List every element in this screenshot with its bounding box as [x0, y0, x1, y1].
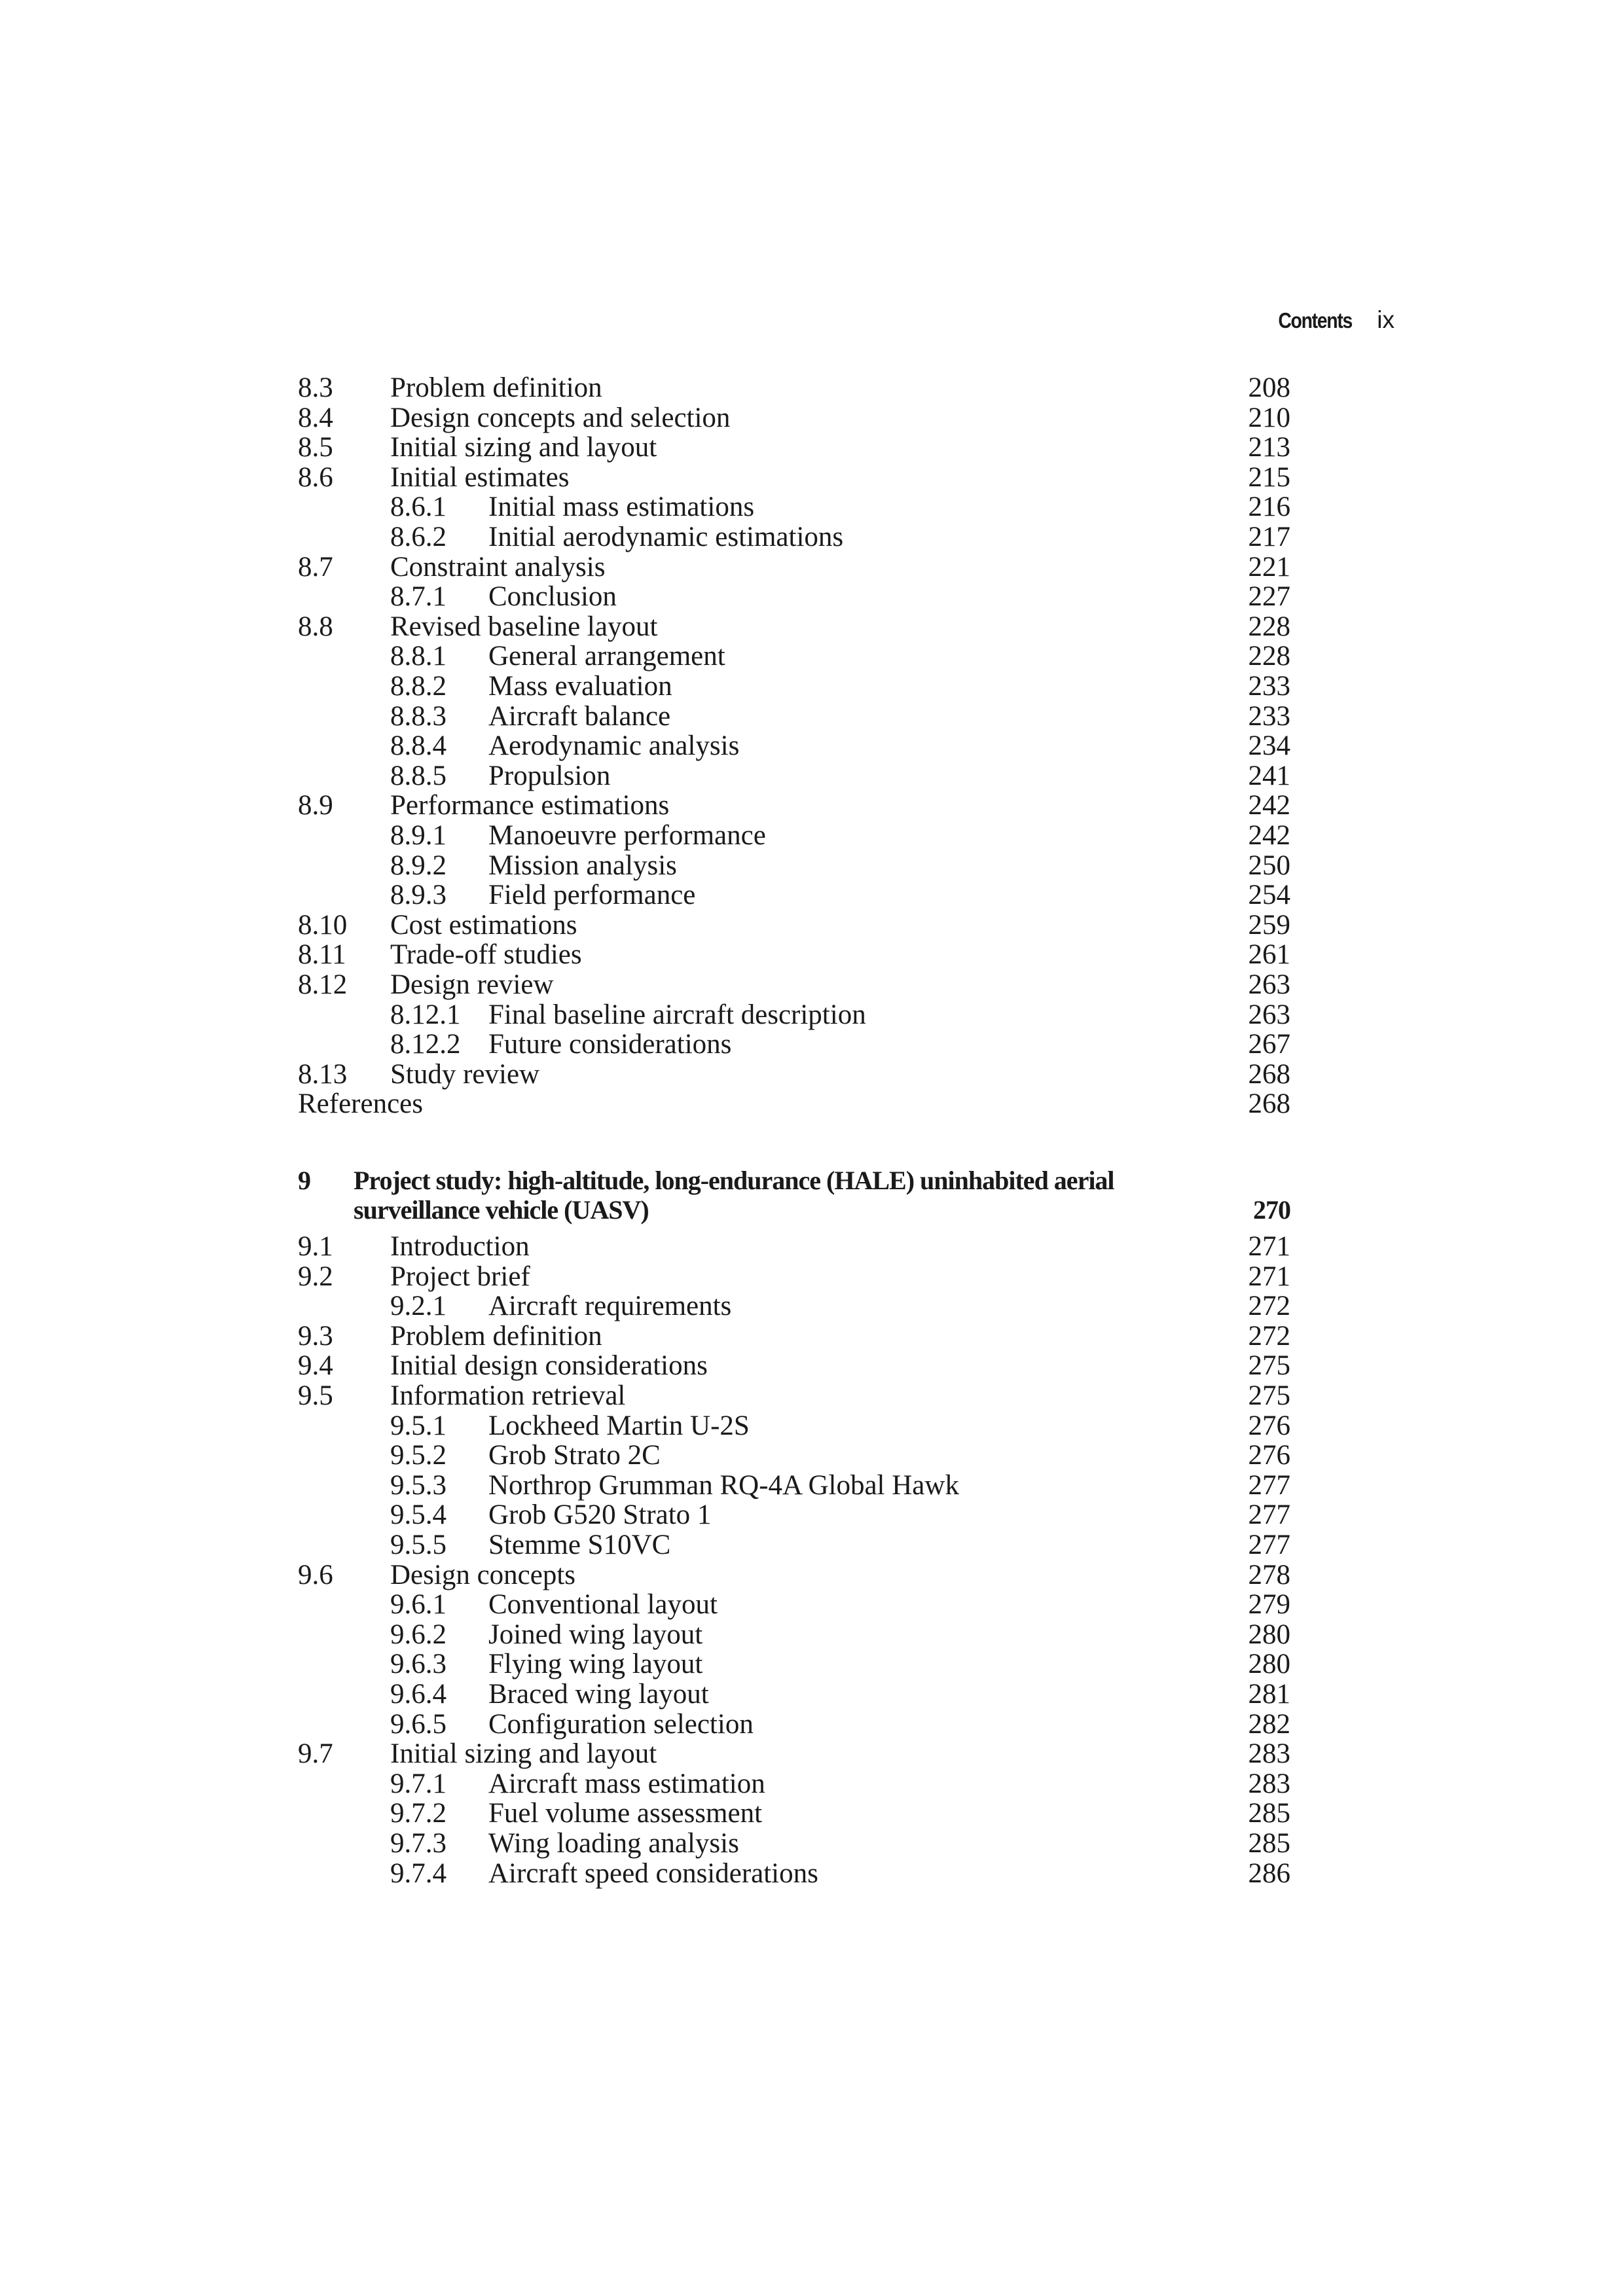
toc-entry-number: 9.5.5: [390, 1530, 447, 1560]
toc-entry-page-number: 272: [1248, 1320, 1290, 1352]
toc-entry-number: 9.7.4: [390, 1857, 447, 1889]
toc-entry-page-number: 271: [1248, 1261, 1290, 1292]
toc-entry-page-number: 275: [1248, 1380, 1290, 1411]
toc-entry-title: Manoeuvre performance: [488, 820, 766, 851]
toc-entry-page-number: 254: [1248, 880, 1290, 911]
toc-entry[interactable]: [0, 1590, 1623, 1620]
toc-entry[interactable]: [0, 791, 1623, 821]
toc-entry-page-number: 267: [1248, 1029, 1290, 1060]
toc-entry[interactable]: [0, 1232, 1623, 1262]
toc-entry-page-number: 263: [1248, 969, 1290, 1000]
toc-entry-title: Aerodynamic analysis: [488, 730, 740, 762]
toc-entry-page-number: 210: [1248, 402, 1290, 433]
toc-entry-number: 8.13: [298, 1058, 348, 1090]
toc-entry[interactable]: [0, 1649, 1623, 1679]
toc-entry-title: Design concepts: [390, 1559, 576, 1590]
toc-entry-page-number: 208: [1248, 372, 1290, 403]
toc-entry-title: Mass evaluation: [488, 671, 672, 702]
chapter-page-number: 270: [1253, 1195, 1290, 1225]
toc-entry-page-number: 242: [1248, 820, 1290, 851]
toc-entry-page-number: 276: [1248, 1440, 1290, 1471]
toc-entry[interactable]: [0, 641, 1623, 672]
toc-entry-title: Grob G520 Strato 1: [488, 1499, 712, 1531]
toc-entry[interactable]: [0, 761, 1623, 791]
toc-entry-title: Fuel volume assessment: [488, 1798, 763, 1829]
toc-entry-number: 8.12.2: [390, 1029, 461, 1060]
toc-entry-page-number: 241: [1248, 760, 1290, 791]
toc-entry-page-number: 227: [1248, 581, 1290, 613]
toc-entry-number: 9.7.2: [390, 1798, 447, 1829]
toc-entry[interactable]: [0, 1620, 1623, 1650]
toc-entry-page-number: 286: [1248, 1857, 1290, 1889]
toc-entry-number: 8.3: [298, 372, 333, 403]
toc-entry-page-number: 280: [1248, 1619, 1290, 1650]
toc-entry-number: 8.9.3: [390, 880, 447, 911]
toc-entry-number: 8.9.2: [390, 850, 447, 881]
toc-entry[interactable]: [0, 702, 1623, 732]
toc-entry-page-number: 259: [1248, 909, 1290, 941]
toc-entry[interactable]: [0, 851, 1623, 881]
toc-entry-title: Aircraft balance: [488, 700, 671, 732]
toc-entry-title: Stemme S10VC: [488, 1530, 671, 1560]
toc-entry-number: 8.8.3: [390, 700, 447, 732]
toc-entry-page-number: 283: [1248, 1768, 1290, 1799]
toc-entry[interactable]: [0, 1769, 1623, 1799]
toc-entry[interactable]: [0, 1739, 1623, 1769]
toc-entry-title: Information retrieval: [390, 1380, 626, 1411]
toc-entry-number: 8.4: [298, 402, 333, 433]
toc-entry-title: General arrangement: [488, 641, 725, 672]
toc-entry-page-number: 272: [1248, 1291, 1290, 1322]
toc-entry[interactable]: [0, 552, 1623, 583]
toc-entry-number: 8.7: [298, 551, 333, 583]
toc-entry-number: 9.4: [298, 1350, 333, 1382]
toc-entry[interactable]: [0, 492, 1623, 522]
toc-entry-title: Problem definition: [390, 1320, 602, 1352]
toc-entry-title: Initial sizing and layout: [390, 432, 657, 463]
toc-entry-number: 9.6.5: [390, 1708, 447, 1740]
toc-entry-title: Initial mass estimations: [488, 492, 755, 523]
toc-entry[interactable]: [0, 373, 1623, 403]
toc-entry[interactable]: [0, 1679, 1623, 1710]
toc-entry[interactable]: [0, 940, 1623, 970]
toc-entry-number: 9.6.3: [390, 1649, 447, 1680]
toc-entry-number: 9.5.1: [390, 1410, 447, 1441]
toc-entry[interactable]: [0, 821, 1623, 851]
toc-entry[interactable]: [0, 582, 1623, 612]
toc-entry-number: 8.6.2: [390, 522, 447, 552]
toc-entry[interactable]: [0, 1859, 1623, 1889]
toc-entry-title: Trade-off studies: [390, 939, 582, 971]
toc-entry-number: 9.5.3: [390, 1469, 447, 1501]
toc-entry[interactable]: [0, 880, 1623, 910]
toc-entry-number: 9.5.4: [390, 1499, 447, 1531]
toc-entry-page-number: 280: [1248, 1649, 1290, 1680]
toc-entry-page-number: 277: [1248, 1469, 1290, 1501]
toc-entry-number: 8.5: [298, 432, 333, 463]
toc-entry-page-number: 281: [1248, 1679, 1290, 1710]
toc-entry[interactable]: [0, 463, 1623, 493]
toc-entry-title: Configuration selection: [488, 1708, 754, 1740]
toc-entry-title: Design review: [390, 969, 554, 1000]
toc-entry-title: Aircraft speed considerations: [488, 1857, 818, 1889]
toc-entry-number: 8.7.1: [390, 581, 447, 613]
toc-entry-title: Introduction: [390, 1231, 530, 1262]
toc-entry-title: Initial estimates: [390, 461, 570, 493]
toc-entry[interactable]: [0, 1291, 1623, 1321]
toc-entry-title: Joined wing layout: [488, 1619, 703, 1650]
toc-entry-title: Project brief: [390, 1261, 530, 1292]
toc-entry-page-number: 234: [1248, 730, 1290, 762]
toc-entry-page-number: 282: [1248, 1708, 1290, 1740]
toc-entry[interactable]: [0, 1710, 1623, 1740]
toc-entry-page-number: 277: [1248, 1499, 1290, 1531]
toc-entry-number: 8.8.1: [390, 641, 447, 672]
toc-entry[interactable]: [0, 731, 1623, 761]
toc-entry-title: Study review: [390, 1058, 540, 1090]
toc-entry-number: 9.7.1: [390, 1768, 447, 1799]
toc-entry-title: Grob Strato 2C: [488, 1440, 661, 1471]
toc-entry-page-number: 213: [1248, 432, 1290, 463]
toc-entry-page-number: 271: [1248, 1231, 1290, 1262]
toc-entry-number: 8.6: [298, 461, 333, 493]
toc-entry-title: Initial design considerations: [390, 1350, 708, 1382]
toc-entry[interactable]: [0, 672, 1623, 702]
toc-entry-title: References: [298, 1088, 423, 1120]
toc-entry-page-number: 216: [1248, 492, 1290, 523]
toc-entry-title: Problem definition: [390, 372, 602, 403]
toc-entry-title: Wing loading analysis: [488, 1828, 739, 1859]
toc-entry-title: Revised baseline layout: [390, 611, 658, 642]
toc-entry-number: 9.2.1: [390, 1291, 447, 1322]
toc-entry-title: Initial sizing and layout: [390, 1738, 657, 1770]
toc-entry-title: Initial aerodynamic estimations: [488, 522, 844, 552]
toc-entry[interactable]: [0, 1351, 1623, 1381]
toc-entry-title: Aircraft requirements: [488, 1291, 732, 1322]
toc-entry-page-number: 215: [1248, 461, 1290, 493]
toc-entry-page-number: 268: [1248, 1058, 1290, 1090]
toc-entry-page-number: 228: [1248, 611, 1290, 642]
toc-entry-title: Constraint analysis: [390, 551, 606, 583]
toc-entry-title: Performance estimations: [390, 790, 670, 821]
toc-entry-title: Field performance: [488, 880, 696, 911]
toc-entry-page-number: 242: [1248, 790, 1290, 821]
toc-entry-number: 9.5.2: [390, 1440, 447, 1471]
toc-entry[interactable]: [0, 612, 1623, 642]
toc-entry[interactable]: [0, 910, 1623, 941]
toc-entry[interactable]: [0, 1381, 1623, 1411]
toc-entry-title: Design concepts and selection: [390, 402, 731, 433]
toc-entry[interactable]: [0, 522, 1623, 552]
toc-entry-number: 8.8.2: [390, 671, 447, 702]
toc-entry-title: Braced wing layout: [488, 1679, 709, 1710]
running-head-page-number: ix: [1377, 306, 1395, 333]
toc-entry-number: 9.3: [298, 1320, 333, 1352]
toc-entry[interactable]: [0, 1000, 1623, 1030]
toc-entry-page-number: 285: [1248, 1798, 1290, 1829]
toc-entry-number: 9.7.3: [390, 1828, 447, 1859]
toc-entry-page-number: 250: [1248, 850, 1290, 881]
toc-entry-title: Conclusion: [488, 581, 617, 613]
toc-entry[interactable]: [0, 1441, 1623, 1471]
toc-entry-page-number: 217: [1248, 522, 1290, 552]
toc-entry[interactable]: [0, 1500, 1623, 1530]
toc-entry-number: 8.8: [298, 611, 333, 642]
toc-entry[interactable]: [0, 1060, 1623, 1090]
toc-entry[interactable]: [0, 1530, 1623, 1560]
toc-entry[interactable]: [0, 970, 1623, 1000]
toc-entry[interactable]: [0, 1471, 1623, 1501]
toc-entry-title: Propulsion: [488, 760, 611, 791]
toc-entry-page-number: 283: [1248, 1738, 1290, 1770]
toc-entry-title: Aircraft mass estimation: [488, 1768, 765, 1799]
toc-entry-title: Future considerations: [488, 1029, 732, 1060]
toc-entry-number: 9.7: [298, 1738, 333, 1770]
toc-entry[interactable]: [0, 1829, 1623, 1859]
toc-entry[interactable]: [0, 1799, 1623, 1829]
toc-entry[interactable]: [0, 1262, 1623, 1292]
chapter-title-line-1: Project study: high-altitude, long-endurance (HALE) uninhabited aerial: [354, 1166, 1114, 1195]
toc-entry-number: 8.12: [298, 969, 348, 1000]
toc-entry-number: 9.2: [298, 1261, 333, 1292]
toc-entry-number: 9.1: [298, 1231, 333, 1262]
toc-entry-number: 8.6.1: [390, 492, 447, 523]
toc-entry-number: 8.11: [298, 939, 346, 971]
toc-entry-title: Mission analysis: [488, 850, 677, 881]
toc-entry-number: 9.6.1: [390, 1589, 447, 1621]
toc-entry-title: Flying wing layout: [488, 1649, 703, 1680]
toc-entry-page-number: 275: [1248, 1350, 1290, 1382]
toc-entry-number: 8.10: [298, 909, 348, 941]
toc-entry-page-number: 285: [1248, 1828, 1290, 1859]
toc-entry-title: Final baseline aircraft description: [488, 999, 866, 1030]
toc-entry-title: Northrop Grumman RQ-4A Global Hawk: [488, 1469, 959, 1501]
toc-entry-page-number: 261: [1248, 939, 1290, 971]
toc-entry[interactable]: [0, 433, 1623, 463]
toc-entry-title: Lockheed Martin U-2S: [488, 1410, 750, 1441]
toc-entry[interactable]: [0, 1089, 1623, 1119]
toc-entry-page-number: 277: [1248, 1530, 1290, 1560]
toc-entry-number: 8.8.5: [390, 760, 447, 791]
toc-entry-page-number: 221: [1248, 551, 1290, 583]
toc-entry-page-number: 268: [1248, 1088, 1290, 1120]
toc-entry-page-number: 263: [1248, 999, 1290, 1030]
toc-entry-page-number: 279: [1248, 1589, 1290, 1621]
toc-entry-number: 8.12.1: [390, 999, 461, 1030]
toc-entry-page-number: 233: [1248, 671, 1290, 702]
toc-entry-number: 9.6.4: [390, 1679, 447, 1710]
toc-entry[interactable]: [0, 1030, 1623, 1060]
toc-entry-page-number: 276: [1248, 1410, 1290, 1441]
toc-entry[interactable]: [0, 1560, 1623, 1590]
toc-entry-page-number: 278: [1248, 1559, 1290, 1590]
running-head-title: Contents: [1278, 308, 1353, 332]
toc-entry[interactable]: [0, 403, 1623, 433]
toc-entry-page-number: 228: [1248, 641, 1290, 672]
toc-entry-title: Conventional layout: [488, 1589, 718, 1621]
toc-entry-page-number: 233: [1248, 700, 1290, 732]
chapter-number: 9: [298, 1166, 310, 1195]
toc-entry[interactable]: [0, 1411, 1623, 1441]
toc-entry-number: 8.9.1: [390, 820, 447, 851]
toc-entry-title: Cost estimations: [390, 909, 577, 941]
toc-entry-number: 8.8.4: [390, 730, 447, 762]
toc-entry-number: 9.5: [298, 1380, 333, 1411]
toc-entry-number: 9.6.2: [390, 1619, 447, 1650]
toc-entry-number: 8.9: [298, 790, 333, 821]
chapter-title-line-2: surveillance vehicle (UASV): [354, 1195, 649, 1225]
toc-entry[interactable]: [0, 1321, 1623, 1352]
toc-entry-number: 9.6: [298, 1559, 333, 1590]
